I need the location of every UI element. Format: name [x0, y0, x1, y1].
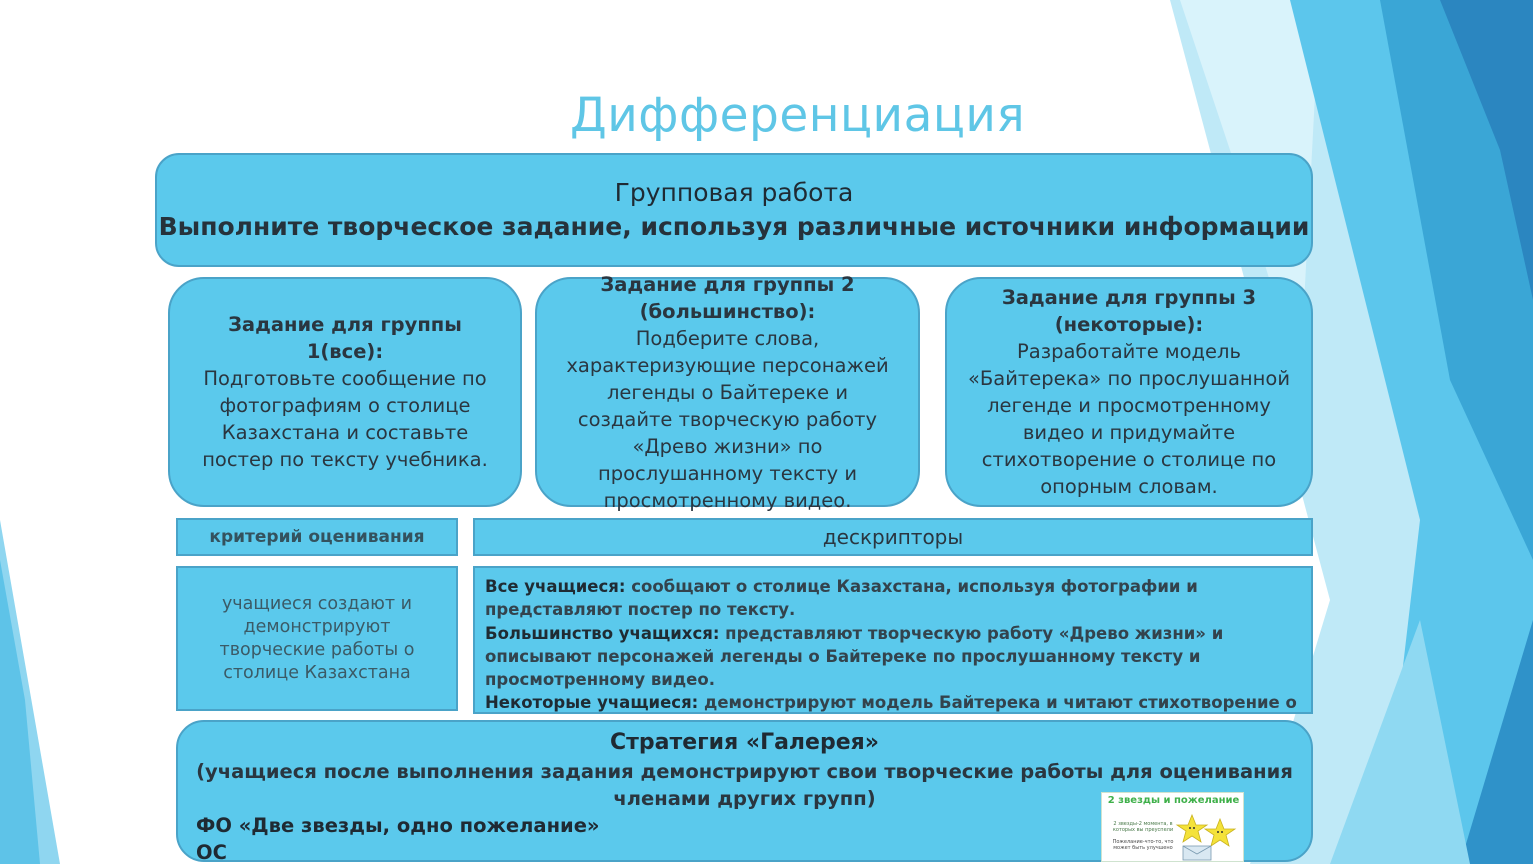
descriptor-label: Большинство учащихся:	[485, 623, 720, 643]
task-group-1	[168, 277, 522, 507]
gallery-title: Стратегия «Галерея»	[610, 730, 879, 755]
task-line: «Древо жизни» по	[632, 434, 823, 458]
criteria-header: критерий оценивания	[176, 518, 458, 556]
slide-title: Дифференциация	[570, 88, 1026, 143]
task-line: создайте творческую работу	[577, 407, 878, 431]
task-line: опорным словам.	[1040, 475, 1218, 498]
task-line: Разработайте модель	[1017, 340, 1241, 363]
envelope-icon	[1182, 845, 1212, 861]
task-line: Задание для группы 2	[600, 272, 855, 296]
card-stars-text: 2 звезды-2 момента, в которых вы преуспели	[1112, 821, 1174, 833]
task-line: (некоторые):	[1054, 313, 1204, 336]
group-work-header	[155, 153, 1313, 267]
descriptor-text: демонстрируют модель Байтерека и читают стихотворение о	[704, 693, 1297, 713]
gallery-subtitle: (учащиеся после выполнения задания демонстрируют свои творческие работы для оценивания членами других групп)	[196, 760, 1293, 810]
descriptor-label: Некоторые учащиеся:	[485, 693, 699, 713]
header-line-1: Групповая работа	[614, 178, 854, 207]
descriptor-label: Все учащиеся:	[485, 577, 626, 596]
task-line: видео и придумайте	[1022, 421, 1236, 444]
task-line: характеризующие персонажей	[566, 353, 889, 377]
gallery-os: ОС	[196, 841, 227, 864]
task-line: (большинство):	[639, 299, 816, 323]
task-line: фотографиям о столице	[219, 394, 471, 417]
two-stars-card	[1101, 792, 1244, 862]
task-line: Задание для группы 1(все):	[228, 313, 462, 363]
task-line: постер по тексту учебника.	[202, 448, 488, 471]
task-line: Задание для группы 3	[1001, 286, 1257, 309]
task-line: Казахстана и составьте	[221, 421, 469, 444]
task-line: Подготовьте сообщение по	[203, 367, 487, 390]
criteria-body: учащиеся создают и демонстрируют творческие работы о столице Казахстана	[176, 566, 458, 711]
descriptor-item	[485, 575, 1301, 622]
gallery-fo: ФО «Две звезды, одно пожелание»	[196, 814, 600, 837]
task-line: просмотренному видео.	[603, 488, 852, 512]
task-group-2	[535, 272, 920, 512]
card-title: 2 звезды и пожелание	[1107, 795, 1240, 806]
descriptor-text: сообщают о столице Казахстана, используя фотографии и представляют постер по тексту.	[485, 577, 1198, 620]
descriptors-header: дескрипторы	[473, 518, 1313, 556]
header-line-2: Выполните творческое задание, используя различные источники информации	[158, 212, 1310, 241]
task-line: прослушанному тексту и	[597, 461, 858, 485]
descriptor-text: представляют творческую работу «Древо жизни» и описывают персонажей легенды о Байтереке по прослушанному тексту и просмотренному видео.	[485, 623, 1224, 690]
task-line: Подберите слова,	[635, 326, 820, 350]
task-line: легенды о Байтереке и	[606, 380, 849, 404]
task-line: «Байтерека» по прослушанной	[967, 367, 1291, 390]
descriptors-body	[473, 566, 1313, 714]
task-line: стихотворение о столице по	[981, 448, 1277, 471]
task-group-3	[945, 277, 1313, 507]
task-line: легенде и просмотренному	[987, 394, 1271, 417]
card-wish-text: Пожелание-что-то, что может быть улучшено	[1112, 839, 1174, 851]
descriptor-item	[485, 622, 1301, 692]
